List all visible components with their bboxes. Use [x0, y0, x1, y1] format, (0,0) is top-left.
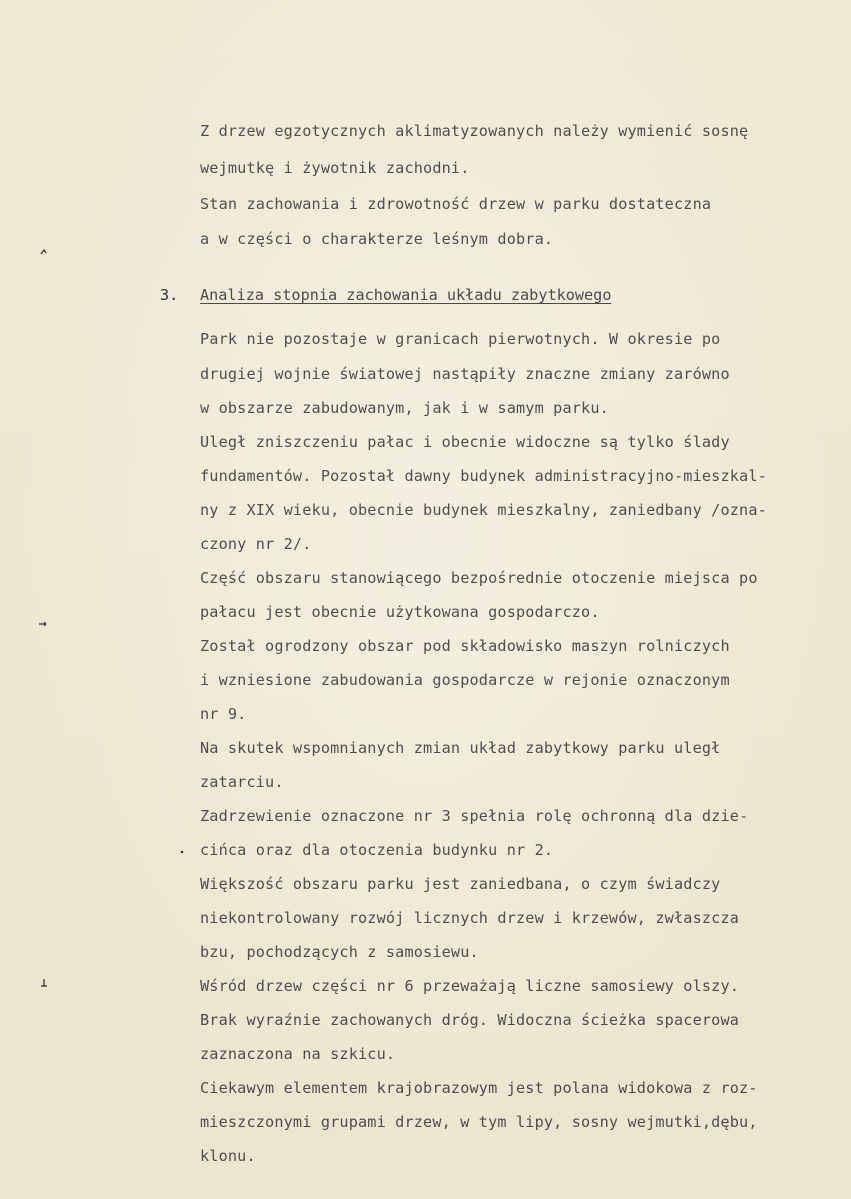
text-line: Został ogrodzony obszar pod składowisko maszyn rolniczych [200, 637, 730, 655]
text-line: czony nr 2/. [200, 535, 312, 553]
margin-mark [38, 620, 48, 630]
text-line: Brak wyraźnie zachowanych dróg. Widoczna ścieżka spacerowa [200, 1011, 740, 1029]
text-line: klonu. [200, 1147, 256, 1165]
margin-dot [180, 847, 184, 857]
text-line: zatarciu. [200, 773, 284, 791]
margin-mark [40, 978, 48, 991]
text-line: mieszczonymi grupami drzew, w tym lipy, sosny wejmutki,dębu, [200, 1113, 758, 1131]
text-line: Z drzew egzotycznych aklimatyzowanych należy wymienić sosnę [200, 122, 749, 140]
text-line: drugiej wojnie światowej nastąpiły znaczne zmiany zarówno [200, 365, 730, 383]
text-line: Zadrzewienie oznaczone nr 3 spełnia rolę ochronną dla dzie- [200, 807, 749, 825]
text-line: Część obszaru stanowiącego bezpośrednie otoczenie miejsca po [200, 569, 758, 587]
text-line: Na skutek wspomnianych zmian układ zabytkowy parku uległ [200, 739, 721, 757]
text-line: pałacu jest obecnie użytkowana gospodarczo. [200, 603, 600, 621]
text-line: nr 9. [200, 705, 247, 723]
text-line: Stan zachowania i zdrowotność drzew w parku dostateczna [200, 195, 712, 213]
text-line: ny z XIX wieku, obecnie budynek mieszkalny, zaniedbany /ozna- [200, 501, 767, 519]
section-title: Analiza stopnia zachowania układu zabytkowego [200, 286, 612, 304]
text-line: i wzniesione zabudowania gospodarcze w rejonie oznaczonym [200, 671, 730, 689]
text-line: niekontrolowany rozwój licznych drzew i krzewów, zwłaszcza [200, 909, 740, 927]
text-line: Wśród drzew części nr 6 przeważają liczne samosiewy olszy. [200, 977, 740, 995]
text-line: wejmutkę i żywotnik zachodni. [200, 159, 470, 177]
text-line: bzu, pochodzących z samosiewu. [200, 943, 479, 961]
text-line: cińca oraz dla otoczenia budynku nr 2. [200, 841, 554, 859]
text-line: a w części o charakterze leśnym dobra. [200, 230, 554, 248]
text-line: fundamentów. Pozostał dawny budynek administracyjno-mieszkal- [200, 467, 767, 485]
text-line: Park nie pozostaje w granicach pierwotnych. W okresie po [200, 330, 721, 348]
text-line: w obszarze zabudowanym, jak i w samym parku. [200, 399, 609, 417]
text-line: Uległ zniszczeniu pałac i obecnie widoczne są tylko ślady [200, 433, 730, 451]
text-line: Ciekawym elementem krajobrazowym jest polana widokowa z roz- [200, 1079, 758, 1097]
section-number: 3. [160, 286, 179, 304]
text-line: Większość obszaru parku jest zaniedbana, o czym świadczy [200, 875, 721, 893]
margin-mark [40, 248, 48, 259]
text-line: zaznaczona na szkicu. [200, 1045, 396, 1063]
